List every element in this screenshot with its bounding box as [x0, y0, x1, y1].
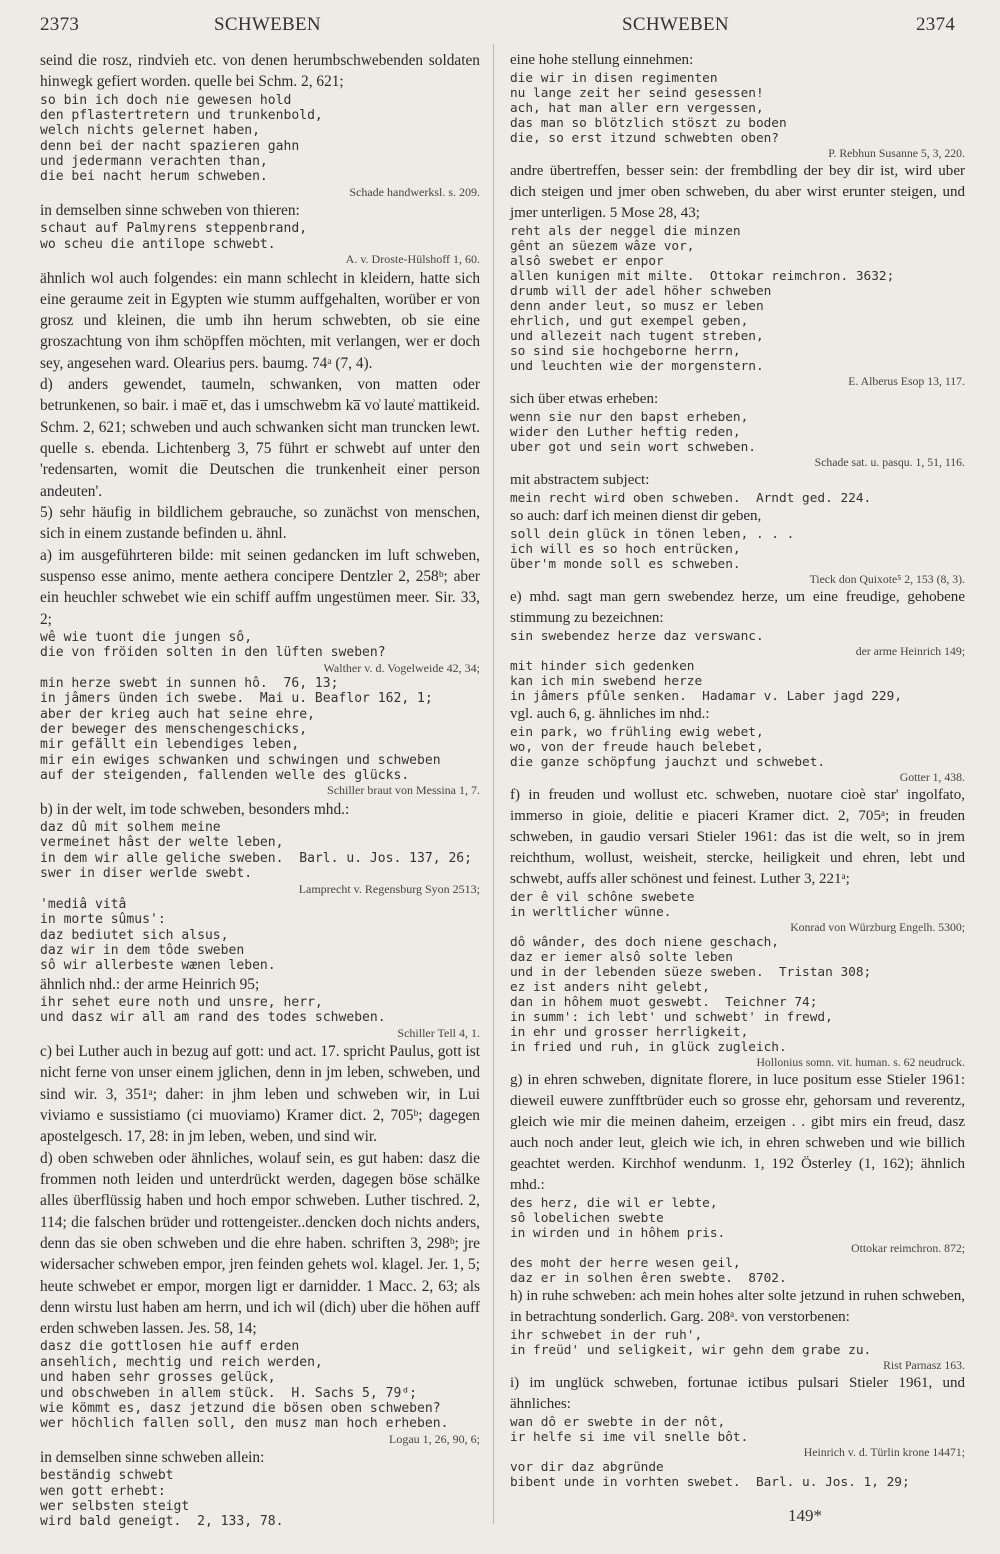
quotation: ein park, wo frühling ewig webet, wo, von der freude hauch belebet, die ganze schöpfung jauchzt und schwebet. [510, 725, 826, 771]
source-citation: Heinrich v. d. Türlin krone 14471; [803, 1445, 965, 1459]
paragraph: in demselben sinne schweben von thieren: [40, 202, 300, 220]
paragraph: f) in freuden und wollust etc. schweben, nuotare cioè star' ingolfato, immerso in gioie, delitie e piaceri Kramer dict. 2, 705ᵃ; in freuden schweben, in gaudio versari Stieler 1961: das ist die welt, so in jrem reichthum, wollust, weisheit, stercke, heiligkeit und ehren, lebt und schwebt, auffs aller schönest und feinest. Luther 3, 221ᵃ; [510, 787, 965, 887]
quotation: wê wie tuont die jungen sô, die von fröiden solten in den lüften sweben? [40, 629, 386, 661]
quotation: die wir in disen regimenten nu lange zeit her seind gesessen! ach, hat man aller ern vergessen, das man so blötzlich stöszt zu boden die, so erst itzund schwebten oben? [510, 70, 787, 147]
right-page-number: 2374 [916, 14, 956, 35]
quotation: wan dô er swebte in der nôt, ir helfe si ime vil snelle bôt. [510, 1414, 749, 1445]
paragraph: ähnlich nhd.: der arme Heinrich 95; [40, 975, 260, 993]
source-citation: Konrad von Würzburg Engelh. 5300; [790, 920, 965, 934]
signature-mark: 149* [788, 1506, 822, 1525]
paragraph: vgl. auch 6, g. ähnliches im nhd.: [510, 706, 710, 723]
quotation: so bin ich doch nie gewesen hold den pflastertretern und trunkenbold, welch nichts gelernet haben, denn bei der nacht spazieren gahn und jedermann verachten than, die bei nacht herum schweben. [40, 92, 323, 185]
source-citation: Lamprecht v. Regensburg Syon 2513; [298, 881, 480, 896]
quotation: dô wânder, des doch niene geschach, daz er iemer alsô solte leben und in der lebenden süeze sweben. Tristan 308; ez ist anders niht gelebt, dan in hôhem muot geswebt. Teichner 74; in summ': ich lebt' und schwebt' in frewd, in ehr und grosser herrligkeit, in fried und ruh, in glück zugleich. [510, 934, 872, 1056]
paragraph: i) im unglück schweben, fortunae ictibus pulsari Stieler 1961, und ähnliches: [510, 1374, 965, 1412]
paragraph: b) in der welt, im tode schweben, besonders mhd.: [40, 800, 350, 818]
paragraph: a) im ausgeführteren bilde: mit seinen gedancken im luft schweben, suspenso esse animo, mente aethera concipere Dentzler 2, 258ᵇ; aber ein heuchler schwebet wie ein schiff auffm ungestümen meer. Sir. 33, 2; [40, 546, 480, 628]
quotation: mit hinder sich gedenken kan ich min swebend herze in jâmers pfûle senken. Hadamar v. Laber jagd 229, [510, 659, 902, 705]
paragraph: so auch: darf ich meinen dienst dir geben, [510, 508, 762, 525]
paragraph: h) in ruhe schweben: ach mein hohes alter solte jetzund in ruhen schweben, in betrachtung sonderlich. Garg. 208ᵃ. von verstorbenen: [510, 1287, 965, 1325]
quotation: schaut auf Palmyrens steppenbrand, wo scheu die antilope schwebt. [40, 221, 308, 252]
right-column [510, 50, 965, 1490]
column-divider [493, 44, 494, 1524]
paragraph: g) in ehren schweben, dignitate florere, in luce positum esse Stieler 1961: dieweil euwere zunfftbrüder euch so grosse ehr, gehorsam und reverentz, gleich wie mir die meinen daheim, erzeigen . . gibt mirs ein freud, dasz auch noch ander leut, gleich wie ich, in ehren schweben und wie billich geachtet werden. Kirchhof wendunm. 1, 192 Österley (1, 162); ähnlich mhd.: [510, 1072, 965, 1193]
paragraph: seind die rosz, rindvieh etc. von denen herumbschwebenden soldaten hinwegk gefiert worden. quelle bei Schm. 2, 621; [40, 52, 480, 91]
paragraph: sich über etwas erheben: [510, 391, 659, 408]
paragraph: c) bei Luther auch in bezug auf gott: und act. 17. spricht Paulus, gott ist nicht ferne von unser einem jglichen, denn in jm leben, schweben, und sind wir. 3, 351ᵃ; daher: in jhm leben und schweben wir, in Lui viviamo e sussistiamo (ci muoviamo) Kramer dict. 2, 705ᵇ; dagegen apostelgesch. 17, 28: in jm leben, weben, und sind wir. [40, 1043, 480, 1146]
source-citation: Schade sat. u. pasqu. 1, 51, 116. [814, 456, 965, 470]
quotation: daz dû mit solhem meine vermeinet hâst der welte leben, in dem wir alle geliche sweben. Barl. u. Jos. 137, 26; swer in diser werlde swebt. [40, 820, 473, 882]
paragraph: d) oben schweben oder ähnliches, wolauf sein, es gut haben: dasz die frommen noth leiden und unterdrückt werden, dagegen böse schälke alles überflüssig haben und hoch empor schweben. Luther tischred. 2, 114; die falschen brüder und rottengeister..dencken doch nichts anders, denn das sie oben schweben und die ehre haben. schriften 3, 298ᵇ; jre widersacher schweben empor, jren feinden gehets wol. klagel. Jer. 1, 5; heute schwebet er empor, morgen ligt er darnidder. 1 Macc. 2, 63; als denn wirstu lust haben am herrn, und ich wil (dich) uber die höhen auff erden schweben lassen. Jes. 58, 14; [40, 1149, 480, 1338]
source-citation: E. Alberus Esop 13, 117. [848, 375, 965, 389]
quotation: dasz die gottlosen hie auff erden ansehlich, mechtig und reich werden, und haben sehr grosses gelück, und obschweben in allem stück. H. Sachs 5, 79ᵈ; [40, 1339, 418, 1401]
source-citation: P. Rebhun Susanne 5, 3, 220. [828, 147, 965, 161]
quotation: des herz, die wil er lebte, sô lobelichen swebte in wirden und in hôhem pris. [510, 1195, 726, 1241]
quotation: soll dein glück in tönen leben, . . . ich will es so hoch entrücken, über'm monde soll es schweben. [510, 527, 795, 573]
source-citation: Rist Parnasz 163. [883, 1358, 965, 1372]
paragraph: d) anders gewendet, taumeln, schwanken, von matten oder betrunkenen, so bair. i mae̅ et, das i umschwebm ka̅ vo͗ laute͗ mattikeid. Schm. 2, 621; schweben und auch schwanken sicht man truncken lewt. quelle s. ebenda. Lichtenberg 3, 75 führt er schwebt auf unter den 'redensarten, womit die Deutschen die trunkenheit einer person andeuten'. [40, 376, 480, 500]
quotation: des moht der herre wesen geil, daz er in solhen êren swebte. 8702. [510, 1255, 787, 1286]
paragraph: andre übertreffen, besser sein: der frembdling der bey dir ist, wird uber dich steigen und jmer oben schweben, du aber wirst erunter steigen, und jmer unterligen. 5 Mose 28, 43; [510, 163, 965, 221]
source-citation: Tieck don Quixote⁵ 2, 153 (8, 3). [809, 573, 965, 587]
source-citation: Walther v. d. Vogelweide 42, 34; [323, 660, 480, 675]
source-citation: der arme Heinrich 149; [855, 645, 965, 659]
source-citation: Schiller braut von Messina 1, 7. [327, 783, 480, 798]
quotation: reht als der neggel die minzen gênt an süezem wâze vor, alsô swebet er enpor allen kunigen mit milte. Ottokar reimchron. 3632; drumb will der adel höher schweben denn ander leut, so musz er leben ehrlich, und gut exempel geben, und allezeit nach tugent streben, so sind sie hochgeborne herrn, und leuchten wie der morgenstern. [510, 223, 895, 375]
source-citation: Logau 1, 26, 90, 6; [389, 1431, 480, 1446]
right-running-title: SCHWEBEN [622, 14, 729, 35]
quotation: min herze swebt in sunnen hô. 76, 13; [40, 675, 339, 691]
source-citation: Hollonius somn. vit. human. s. 62 neudruck. [756, 1056, 965, 1070]
paragraph: ähnlich wol auch folgendes: ein mann schlecht in kleidern, hatte sich eine geraume zeit in Egypten wie stumm auffgehalten, worüber er von grosz und kleinen, die umb ihn herum schwebten, ob sie eine groszachtung von ihm schöpffen möchten, mit verlangen, wer er doch sey, angesehen ward. Olearius pers. baumg. 74ᵃ (7, 4). [40, 269, 480, 372]
quotation: in jâmers ünden ich swebe. Mai u. Beaflor 162, 1; [40, 691, 433, 707]
source-citation: Ottokar reimchron. 872; [851, 1241, 965, 1255]
quotation: der ê vil schône swebete in werltlicher wünne. [510, 889, 695, 920]
left-page-number: 2373 [40, 14, 80, 35]
paragraph: mit abstractem subject: [510, 472, 650, 489]
quotation: 'mediâ vitâ in morte sûmus': daz bediutet sich alsus, daz wir in dem tôde sweben sô wir allerbeste wænen leben. [40, 896, 276, 974]
paragraph: eine hohe stellung einnehmen: [510, 52, 694, 68]
quotation: wenn sie nur den bapst erheben, wider den Luther heftig reden, uber got und sein wort schweben. [510, 410, 756, 456]
quotation: ihr sehet eure noth und unsre, herr, und dasz wir all am rand des todes schweben. [40, 995, 386, 1026]
source-citation: A. v. Droste-Hülshoff 1, 60. [345, 252, 480, 267]
quotation: beständig schwebt wen gott erhebt: wer selbsten steigt wird bald geneigt. 2, 133, 78. [40, 1468, 284, 1530]
paragraph: 5) sehr häufig in bildlichem gebrauche, so zunächst von menschen, sich in einem zustande befinden u. ähnl. [40, 503, 480, 543]
quotation: mein recht wird oben schweben. Arndt ged. 224. [510, 491, 872, 507]
source-citation: Schade handwerksl. s. 209. [349, 184, 480, 199]
source-citation: Schiller Tell 4, 1. [397, 1025, 480, 1040]
paragraph: in demselben sinne schweben allein: [40, 1448, 265, 1466]
quotation: aber der krieg auch hat seine ehre, der beweger des menschengeschicks, mir gefällt ein lebendiges leben, mir ein ewiges schwanken und schwingen und schweben auf der steigenden, fallenden welle des glücks. [40, 706, 441, 784]
left-column [40, 50, 480, 1530]
paragraph: e) mhd. sagt man gern swebendez herze, um eine freudige, gehobene stimmung zu bezeichnen: [510, 589, 965, 627]
source-citation: Gotter 1, 438. [899, 771, 965, 785]
left-running-title: SCHWEBEN [214, 14, 321, 35]
quotation: wie kömmt es, dasz jetzund die bösen oben schweben? wer höchlich fallen soll, den musz man hoch erheben. [40, 1400, 449, 1432]
quotation: vor dir daz abgründe bibent unde in vorhten swebet. Barl. u. Jos. 1, 29; [510, 1459, 910, 1490]
quotation: ihr schwebet in der ruh', in freüd' und seligkeit, wir gehn dem grabe zu. [510, 1327, 872, 1358]
quotation: sin swebendez herze daz verswanc. [510, 629, 764, 645]
